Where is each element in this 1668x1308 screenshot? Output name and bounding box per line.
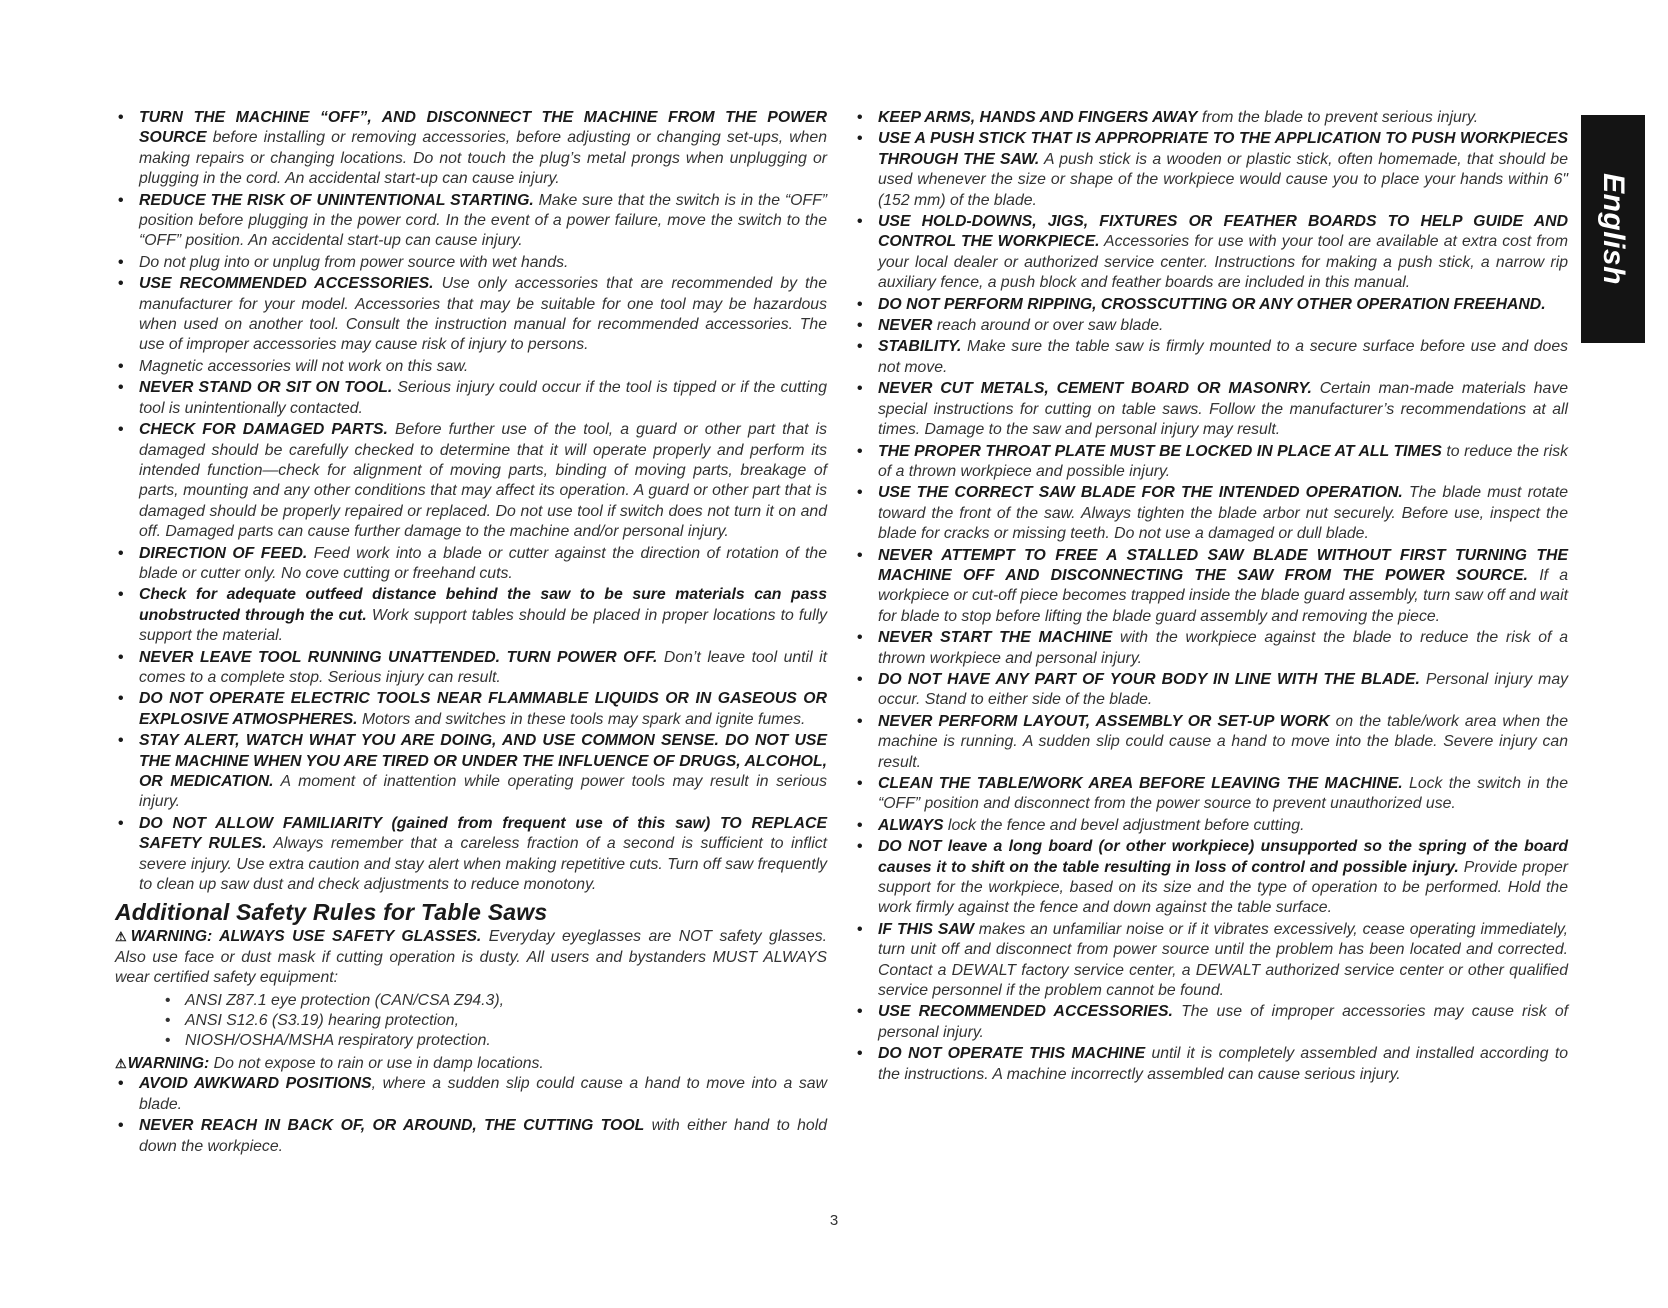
rule-text: Personal injury may occur. Stand to either side of the blade. [878,670,1569,709]
rule-text: If a workpiece or cut-off piece becomes trapped inside the blade guard assembly, turn saw off and wait for blade to stop before lifting the blade guard assembly and removing the piece. [878,566,1568,625]
safety-rule-item [854,774,1568,815]
safety-rule-item [854,1044,1568,1085]
warning-icon: ⚠ [115,929,130,945]
rule-heading: CHECK FOR DAMAGED PARTS. [139,421,388,439]
rule-heading: DO NOT OPERATE THIS MACHINE [878,1045,1146,1063]
rule-text: Feed work into a blade or cutter against the direction of rotation of the blade or cutter only. No cove cutting or freehand cuts. [139,544,827,582]
safety-rule-item [854,212,1568,294]
safety-rule-item [854,1002,1568,1043]
rule-heading: NEVER CUT METALS, CEMENT BOARD OR MASONRY. [878,380,1312,398]
safety-rule-item [115,378,827,419]
rule-text: until it is completely assembled and installed according to the instructions. A machine incorrectly assembled can cause serious injury. [878,1045,1569,1083]
rule-text: with the workpiece against the blade to reduce the risk of a thrown workpiece and personal injury. [878,629,1568,667]
rule-text: Magnetic accessories will not work on this saw. [139,357,469,375]
rule-heading: DO NOT ALLOW FAMILIARITY (gained from frequent use of this saw) TO REPLACE SAFETY RULES. [139,814,827,853]
rule-heading: NEVER ATTEMPT TO FREE A STALLED SAW BLADE WITHOUT FIRST TURNING THE MACHINE OFF AND DISCONNECTING THE SAW FROM THE POWER SOURCE. [878,546,1568,584]
rule-text: Accessories for use with your tool are available at extra cost from your local dealer or authorized service center. Instructions for making a push stick, a narrow rip auxiliary fence, a push block and feather boards are included in this manual. [878,233,1568,292]
rule-heading: DO NOT PERFORM RIPPING, CROSSCUTTING OR ANY OTHER OPERATION FREEHAND. [878,295,1546,313]
rule-text: The blade must rotate toward the front of the saw. Always tighten the blade arbor nut securely. Before use, inspect the blade for cracks or missing teeth. Do not use a damaged or dull blade. [878,484,1568,543]
rule-heading: USE A PUSH STICK THAT IS APPROPRIATE TO THE APPLICATION TO PUSH WORKPIECES THROUGH THE SAW. [878,130,1568,168]
safety-rule-item [115,544,827,585]
rule-heading: KEEP ARMS, HANDS AND FINGERS AWAY [878,109,1198,126]
rule-heading: USE THE CORRECT SAW BLADE FOR THE INTENDED OPERATION. [878,484,1403,502]
safety-rule-item [854,129,1568,211]
rule-text: , where a sudden slip could cause a hand to move into a saw blade. [139,1075,827,1113]
rule-text: lock the fence and bevel adjustment before cutting. [943,816,1305,834]
language-tab [1581,115,1645,343]
rule-text: Certain man-made materials have special instructions for cutting on table saws. Follow the manufacturer’s recommendations at all times. Damage to the saw and personal injury may result. [878,380,1568,439]
rule-text: A push stick is a wooden or plastic stick, often homemade, that should be used whenever the size or shape of the workpiece would cause you to place your hands within 6" (152 mm) of the blade. [878,150,1568,209]
left-column [115,108,827,1158]
safety-rule-item [854,379,1568,440]
safety-rule-item [115,689,827,730]
rule-heading: ALWAYS [878,816,944,834]
safety-rule-item [854,442,1568,483]
left-safety-list [115,108,827,895]
safety-rule-item [115,274,827,356]
rule-heading: STAY ALERT, WATCH WHAT YOU ARE DOING, AND USE COMMON SENSE. DO NOT USE THE MACHINE WHEN YOU ARE TIRED OR UNDER THE INFLUENCE OF DRUGS, ALCOHOL, OR MEDICATION. [139,732,827,790]
rule-text: reach around or over saw blade. [932,317,1164,335]
rule-heading: NEVER STAND OR SIT ON TOOL. [139,379,393,397]
rule-heading: DO NOT OPERATE ELECTRIC TOOLS NEAR FLAMMABLE LIQUIDS OR IN GASEOUS OR EXPLOSIVE ATMOSPHERES. [139,690,827,728]
safety-rule-item [115,814,827,896]
rule-heading: DO NOT HAVE ANY PART OF YOUR BODY IN LINE WITH THE BLADE. [878,670,1420,688]
safety-rule-item [115,108,827,190]
rule-text: Don’t leave tool until it comes to a complete stop. Serious injury can result. [139,648,827,686]
right-safety-list [854,108,1568,1085]
warning-paragraph-glasses: ⚠WARNING: ALWAYS USE SAFETY GLASSES. Everyday eyeglasses are NOT safety glasses. Also use face or dust mask if cutting operation is dusty. All users and bystanders MUST ALWAYS wear certified safety equipment: [115,928,827,987]
right-column [854,108,1568,1086]
rule-text: A moment of inattention while operating power tools may result in serious injury. [139,773,828,811]
rule-heading: NEVER [878,317,933,335]
safety-rule-item [854,108,1568,128]
rule-heading: AVOID AWKWARD POSITIONS [139,1075,372,1093]
rule-heading: STABILITY. [878,338,962,356]
safety-equipment-item: • NIOSH/OSHA/MSHA respiratory protection. [165,1031,827,1051]
rule-text: Always remember that a careless fraction of a second is sufficient to inflict severe injury. Use extra caution and stay alert when making repetitive cuts. Turn off saw frequently to clean up saw dust and check adjustments to reduce monotony. [139,835,827,894]
rule-heading: USE HOLD-DOWNS, JIGS, FIXTURES OR FEATHER BOARDS TO HELP GUIDE AND CONTROL THE WORKPIECE. [878,213,1568,251]
safety-rule-item [115,357,827,377]
safety-rule-item [854,816,1568,836]
safety-rule-item [115,253,827,273]
left-safety-list-2 [115,1074,827,1157]
language-tab-label: English [1597,173,1630,285]
rule-text: Make sure that the switch is in the “OFF” position before plugging in the power cord. In the event of a power failure, move the switch to the “OFF” position. An accidental start-up can cause injury. [139,191,827,250]
rule-text: Use only accessories that are recommended by the manufacturer for your model. Accessories that may be suitable for one tool may be hazardous when used on another tool. Consult the instruction manual for recommended accessories. The use of improper accessories may cause risk of injury to persons. [139,275,828,354]
rule-text: makes an unfamiliar noise or if it vibrates excessively, cease operating immediately, turn unit off and disconnect from power source until the problem has been located and corrected. Contact a DEWALT factory service center, a DEWALT authorized service center or other qualified service personnel if the problem cannot be found. [878,920,1568,1000]
warning-paragraph-rain: ⚠WARNING: Do not expose to rain or use in damp locations. [115,1054,544,1072]
safety-rule-item [854,295,1568,315]
safety-rule-item [854,546,1568,628]
rule-text: Serious injury could occur if the tool is tipped or if the cutting tool is unintentionally contacted. [139,379,827,417]
rule-text: Do not plug into or unplug from power source with wet hands. [139,253,569,271]
rule-text: Provide proper support for the workpiece, based on its size and the type of operation to be performed. Hold the work firmly against the fence and down against the table surface. [878,858,1568,917]
rule-text: The use of improper accessories may cause risk of personal injury. [878,1003,1568,1041]
rule-text: before installing or removing accessories, before adjusting or changing set-ups, when making repairs or changing locations. Do not touch the plug’s metal prongs when unplugging or plugging in the cord. An accidental start-up can cause injury. [139,129,827,188]
safety-rule-item [115,191,827,252]
rule-text: to reduce the risk of a thrown workpiece and possible injury. [878,442,1568,480]
rule-text: Work support tables should be placed in proper locations to fully support the material. [139,606,827,645]
rule-heading: DO NOT leave a long board (or other workpiece) unsupported so the spring of the board causes it to shift on the table resulting in loss of control and possible injury. [878,838,1568,876]
rule-heading: Check for adequate outfeed distance behind the saw to be sure materials can pass unobstructed through the cut. [139,586,827,624]
rule-heading: USE RECOMMENDED ACCESSORIES. [878,1003,1173,1021]
rule-heading: NEVER REACH IN BACK OF, OR AROUND, THE CUTTING TOOL [139,1117,645,1135]
rule-text: Before further use of the tool, a guard or other part that is damaged should be carefully checked to determine that it will operate properly and perform its intended function—check for alignment of moving parts, binding of moving parts, breakage of parts, mounting and any other conditions that may affect its operation. A guard or other part that is damaged should be properly repaired or replaced. Do not use tool if switch does not turn it on and off. Damaged parts can cause further damage to the machine and/or personal injury. [139,421,828,541]
rule-text: with either hand to hold down the workpiece. [139,1117,827,1155]
safety-rule-item [115,731,827,813]
safety-rule-item [115,648,827,689]
rule-heading: NEVER LEAVE TOOL RUNNING UNATTENDED. TURN POWER OFF. [139,648,658,666]
warning-icon: ⚠ [115,1055,127,1071]
rule-text: on the table/work area when the machine is running. A sudden slip could cause a hand to move into the blade. Severe injury can result. [878,712,1568,771]
rule-heading: NEVER START THE MACHINE [878,629,1113,647]
safety-equipment-list [115,991,827,1052]
section-title: Additional Safety Rules for Table Saws [115,899,548,926]
safety-rule-item [115,1074,827,1115]
rule-text: from the blade to prevent serious injury. [1197,109,1479,126]
rule-heading: USE RECOMMENDED ACCESSORIES. [139,275,434,293]
safety-rule-item [854,920,1568,1002]
rule-heading: IF THIS SAW [878,920,974,938]
safety-rule-item [854,670,1568,711]
rule-heading: CLEAN THE TABLE/WORK AREA BEFORE LEAVING THE MACHINE. [878,775,1403,792]
rule-text: Lock the switch in the “OFF” position and disconnect from the power source to prevent unauthorized use. [878,775,1568,813]
safety-rule-item [115,585,827,646]
rule-heading: DIRECTION OF FEED. [139,544,308,562]
safety-rule-item [854,712,1568,773]
safety-rule-item [854,628,1568,669]
safety-rule-item [854,316,1568,336]
rule-heading: THE PROPER THROAT PLATE MUST BE LOCKED IN PLACE AT ALL TIMES [878,442,1442,460]
safety-rule-item [854,483,1568,544]
rule-heading: REDUCE THE RISK OF UNINTENTIONAL STARTING. [139,191,534,209]
rule-text: Make sure the table saw is firmly mounted to a secure surface before use and does not move. [878,338,1568,376]
safety-rule-item [854,837,1568,919]
rule-heading: NEVER PERFORM LAYOUT, ASSEMBLY OR SET-UP WORK [878,712,1330,730]
safety-equipment-item: • ANSI Z87.1 eye protection (CAN/CSA Z94.3), [165,991,827,1011]
rule-text: Motors and switches in these tools may spark and ignite fumes. [357,710,806,728]
safety-rule-item [115,420,827,542]
page-number: 3 [829,1212,839,1229]
safety-equipment-item: • ANSI S12.6 (S3.19) hearing protection, [165,1011,827,1031]
safety-rule-item [115,1116,827,1157]
safety-rule-item [854,337,1568,378]
rule-heading: TURN THE MACHINE “OFF”, AND DISCONNECT THE MACHINE FROM THE POWER SOURCE [139,109,827,147]
